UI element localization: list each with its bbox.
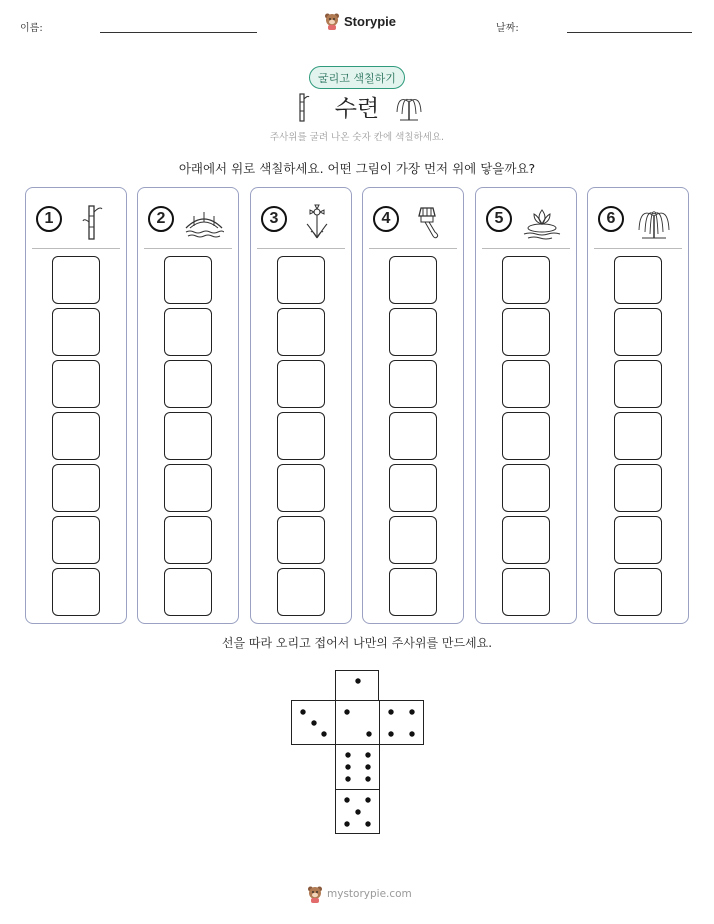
- color-cell[interactable]: [277, 464, 325, 512]
- color-cell[interactable]: [502, 308, 550, 356]
- column-number: 5: [486, 206, 512, 232]
- die-face-left: [291, 700, 336, 745]
- die-pips: [336, 790, 381, 835]
- color-cell[interactable]: [52, 568, 100, 616]
- column-divider: [144, 248, 232, 249]
- color-cell[interactable]: [164, 360, 212, 408]
- color-cell[interactable]: [277, 360, 325, 408]
- color-cell[interactable]: [389, 360, 437, 408]
- color-cell[interactable]: [164, 516, 212, 564]
- footer: [307, 885, 412, 903]
- color-cell[interactable]: [52, 516, 100, 564]
- color-cell[interactable]: [502, 464, 550, 512]
- daffodil-icon: [297, 202, 337, 246]
- subtitle: 주사위를 굴려 나온 숫자 칸에 색칠하세요.: [269, 132, 445, 143]
- die-face-center: [335, 700, 380, 745]
- column-header: [148, 202, 228, 242]
- water-lily-icon: [522, 202, 562, 246]
- color-cell[interactable]: [52, 464, 100, 512]
- color-cell[interactable]: [502, 412, 550, 460]
- column-number: 1: [36, 206, 62, 232]
- color-cell[interactable]: [164, 464, 212, 512]
- color-cell[interactable]: [164, 308, 212, 356]
- color-cell[interactable]: [502, 360, 550, 408]
- column-header: [261, 202, 341, 242]
- die-pips: [380, 701, 425, 746]
- color-cell[interactable]: [614, 516, 662, 564]
- column-number: 6: [598, 206, 624, 232]
- color-cell[interactable]: [277, 568, 325, 616]
- column-header: [373, 202, 453, 242]
- color-cell[interactable]: [389, 568, 437, 616]
- color-cell[interactable]: [389, 516, 437, 564]
- column-divider: [594, 248, 682, 249]
- column-4: [362, 187, 464, 624]
- die-pips: [336, 745, 381, 791]
- color-cell[interactable]: [614, 308, 662, 356]
- bridge-icon: [184, 202, 224, 246]
- die-face-last: [335, 789, 380, 834]
- paintbrush-icon: [409, 202, 449, 246]
- column-divider: [257, 248, 345, 249]
- column-number: 3: [261, 206, 287, 232]
- column-number: 4: [373, 206, 399, 232]
- color-cell[interactable]: [164, 568, 212, 616]
- die-face-bottom: [335, 744, 380, 790]
- color-cell[interactable]: [502, 568, 550, 616]
- color-cell[interactable]: [52, 308, 100, 356]
- bear-mascot-icon: [307, 885, 323, 903]
- column-5: [475, 187, 577, 624]
- date-line[interactable]: [567, 32, 692, 33]
- brand-name: Storypie: [344, 13, 397, 29]
- column-6: [587, 187, 689, 624]
- column-divider: [369, 248, 457, 249]
- instruction: 아래에서 위로 색칠하세요. 어떤 그림이 가장 먼저 위에 닿을까요?: [178, 161, 536, 176]
- footer-url[interactable]: mystorypie.com: [327, 888, 412, 900]
- color-cell[interactable]: [52, 256, 100, 304]
- column-number: 2: [148, 206, 174, 232]
- color-cell[interactable]: [389, 412, 437, 460]
- color-cell[interactable]: [277, 516, 325, 564]
- willow-tree-icon: [634, 202, 674, 246]
- color-cell[interactable]: [614, 464, 662, 512]
- color-cell[interactable]: [277, 256, 325, 304]
- color-cell[interactable]: [277, 308, 325, 356]
- column-1: [25, 187, 127, 624]
- die-face-right: [379, 700, 424, 745]
- color-cell[interactable]: [164, 412, 212, 460]
- brand-logo: [324, 12, 396, 30]
- column-2: [137, 187, 239, 624]
- column-header: [598, 202, 678, 242]
- date-label: 날짜:: [496, 23, 519, 34]
- page-title: 수련: [334, 96, 380, 122]
- color-cell[interactable]: [502, 516, 550, 564]
- willow-tree-icon: [394, 90, 424, 122]
- color-cell[interactable]: [164, 256, 212, 304]
- color-cell[interactable]: [389, 256, 437, 304]
- bamboo-icon: [72, 202, 112, 246]
- bear-mascot-icon: [324, 12, 340, 30]
- color-cell[interactable]: [614, 360, 662, 408]
- column-divider: [32, 248, 120, 249]
- column-header: [36, 202, 116, 242]
- dice-instruction: 선을 따라 오리고 접어서 나만의 주사위를 만드세요.: [221, 636, 493, 650]
- color-cell[interactable]: [389, 308, 437, 356]
- column-divider: [482, 248, 570, 249]
- name-line[interactable]: [100, 32, 257, 33]
- name-label: 이름:: [20, 23, 43, 34]
- color-cell[interactable]: [52, 360, 100, 408]
- color-cell[interactable]: [502, 256, 550, 304]
- die-pips: [336, 701, 381, 746]
- color-cell[interactable]: [389, 464, 437, 512]
- activity-pill: 굴리고 색칠하기: [309, 66, 405, 89]
- column-header: [486, 202, 566, 242]
- column-3: [250, 187, 352, 624]
- color-cell[interactable]: [277, 412, 325, 460]
- color-cell[interactable]: [614, 412, 662, 460]
- color-cell[interactable]: [52, 412, 100, 460]
- color-cell[interactable]: [614, 256, 662, 304]
- color-cell[interactable]: [614, 568, 662, 616]
- die-pips: [292, 701, 337, 746]
